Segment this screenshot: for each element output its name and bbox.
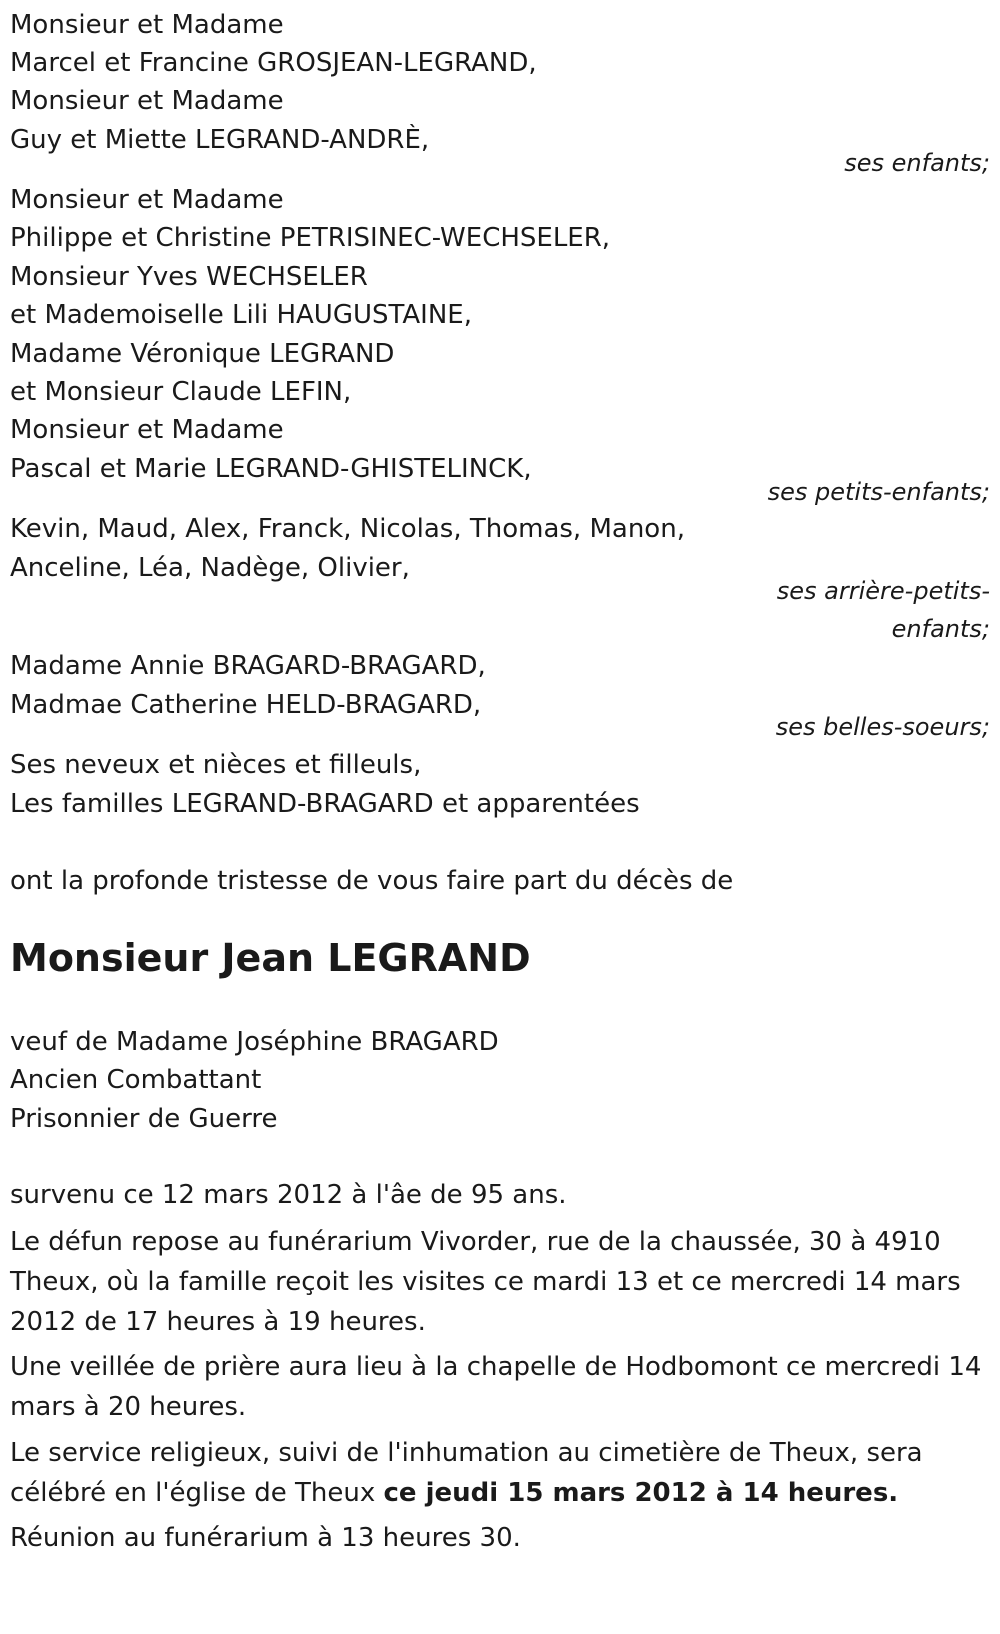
announcement-text: ont la profonde tristesse de vous faire part du décès de: [10, 866, 734, 896]
relation-label: ses belles-soeurs;: [775, 713, 990, 741]
service-text: Le service religieux, suivi de l'inhumation au cimetière de Theux, sera célébré en l'église de Theux: [10, 1438, 923, 1508]
deceased-name: Monsieur Jean LEGRAND: [10, 936, 531, 980]
passed-text: survenu ce 12 mars 2012 à l'âe de 95 ans.: [10, 1180, 567, 1210]
family-line: Monsieur et Madame: [10, 185, 284, 215]
family-line: Ses neveux et nièces et filleuls,: [10, 750, 422, 780]
detail-line: Prisonnier de Guerre: [10, 1104, 278, 1134]
relation-label: enfants;: [891, 615, 990, 643]
relation-label: ses arrière-petits-: [776, 577, 990, 605]
family-line: Pascal et Marie LEGRAND-GHISTELINCK,: [10, 454, 532, 484]
service-paragraph: [10, 1433, 985, 1513]
family-line: Philippe et Christine PETRISINEC-WECHSELER,: [10, 223, 611, 253]
detail-line: veuf de Madame Joséphine BRAGARD: [10, 1027, 499, 1057]
family-line: Madame Véronique LEGRAND: [10, 339, 395, 369]
rest-paragraph: Le défun repose au funérarium Vivorder, rue de la chaussée, 30 à 4910 Theux, où la famille reçoit les visites ce mardi 13 et ce mercredi 14 mars 2012 de 17 heures à 19 heures.: [10, 1227, 961, 1337]
family-line: Anceline, Léa, Nadège, Olivier,: [10, 553, 410, 583]
service-date: ce jeudi 15 mars 2012 à 14 heures.: [383, 1478, 899, 1508]
family-line: Monsieur Yves WECHSELER: [10, 262, 368, 292]
family-line: Kevin, Maud, Alex, Franck, Nicolas, Thomas, Manon,: [10, 514, 685, 544]
family-line: Marcel et Francine GROSJEAN-LEGRAND,: [10, 48, 537, 78]
meeting-text: Réunion au funérarium à 13 heures 30.: [10, 1523, 521, 1553]
detail-line: Ancien Combattant: [10, 1065, 262, 1095]
family-line: Madmae Catherine HELD-BRAGARD,: [10, 690, 482, 720]
family-line: Monsieur et Madame: [10, 86, 284, 116]
relation-label: ses petits-enfants;: [767, 478, 990, 506]
family-line: Madame Annie BRAGARD-BRAGARD,: [10, 651, 486, 681]
family-line: et Mademoiselle Lili HAUGUSTAINE,: [10, 300, 472, 330]
family-line: et Monsieur Claude LEFIN,: [10, 377, 352, 407]
family-line: Les familles LEGRAND-BRAGARD et apparentées: [10, 789, 640, 819]
family-line: Monsieur et Madame: [10, 415, 284, 445]
vigil-paragraph: Une veillée de prière aura lieu à la chapelle de Hodbomont ce mercredi 14 mars à 20 heures.: [10, 1352, 982, 1422]
family-line: Monsieur et Madame: [10, 10, 284, 40]
relation-label: ses enfants;: [844, 149, 990, 177]
family-line: Guy et Miette LEGRAND-ANDRÈ,: [10, 125, 430, 155]
